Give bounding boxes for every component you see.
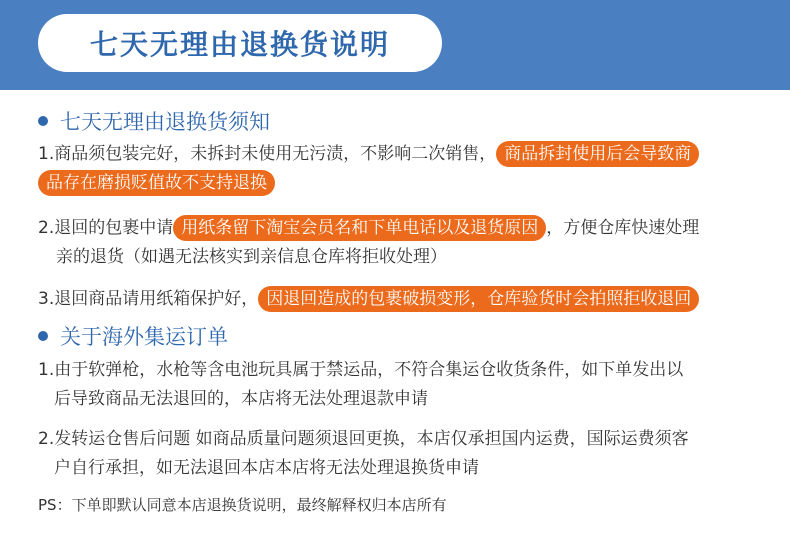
bullet-dot-icon: [38, 116, 48, 126]
overseas-item-1-line-1: [38, 358, 683, 382]
section-heading-return-policy: [38, 106, 270, 136]
highlight-badge: 用纸条留下淘宝会员名和下单电话以及退货原因: [173, 215, 546, 241]
overseas-item-2-line-1: [38, 427, 689, 451]
policy-item-text: 2.退回的包裹中请: [38, 218, 174, 238]
policy-item-text: 3.退回商品请用纸箱保护好，: [38, 289, 259, 309]
policy-item-1-line-1: [38, 141, 699, 167]
policy-item-text: 1.商品须包装完好，未拆封未使用无污渍，不影响二次销售，: [38, 144, 497, 164]
section-title: 七天无理由退换货须知: [60, 110, 270, 134]
overseas-item-1-line-2: [54, 387, 428, 411]
policy-item-text: ，方便仓库快速处理: [546, 218, 700, 238]
overseas-item-text: 后导致商品无法退回的，本店将无法处理退款申请: [54, 389, 428, 409]
highlight-badge: 品存在磨损贬值故不支持退换: [38, 170, 275, 196]
section-heading-overseas-orders: [38, 321, 228, 351]
policy-item-text: 亲的退货（如遇无法核实到亲信息仓库将拒收处理）: [56, 247, 447, 267]
policy-item-2-line-1: [38, 215, 699, 241]
title-pill: [38, 14, 442, 72]
section-title: 关于海外集运订单: [60, 325, 228, 349]
overseas-item-2-line-2: [54, 456, 479, 480]
overseas-item-text: 2.发转运仓售后问题 如商品质量问题须退回更换，本店仅承担国内运费，国际运费须客: [38, 429, 689, 449]
header-band: [0, 0, 790, 90]
ps-footer-note: PS：下单即默认同意本店退换货说明，最终解释权归本店所有: [38, 496, 447, 514]
overseas-item-text: 户自行承担，如无法退回本店本店将无法处理退换货申请: [54, 458, 479, 478]
page-title: 七天无理由退换货说明: [89, 28, 390, 61]
highlight-badge: 商品拆封使用后会导致商: [496, 141, 699, 167]
highlight-badge: 因退回造成的包裹破损变形，仓库验货时会拍照拒收退回: [258, 286, 699, 312]
bullet-dot-icon: [38, 331, 48, 341]
overseas-item-text: 1.由于软弹枪，水枪等含电池玩具属于禁运品，不符合集运仓收货条件，如下单发出以: [38, 360, 684, 380]
policy-item-2-line-2: [56, 245, 447, 269]
policy-item-3: [38, 286, 699, 312]
policy-item-1-line-2: [38, 170, 275, 196]
